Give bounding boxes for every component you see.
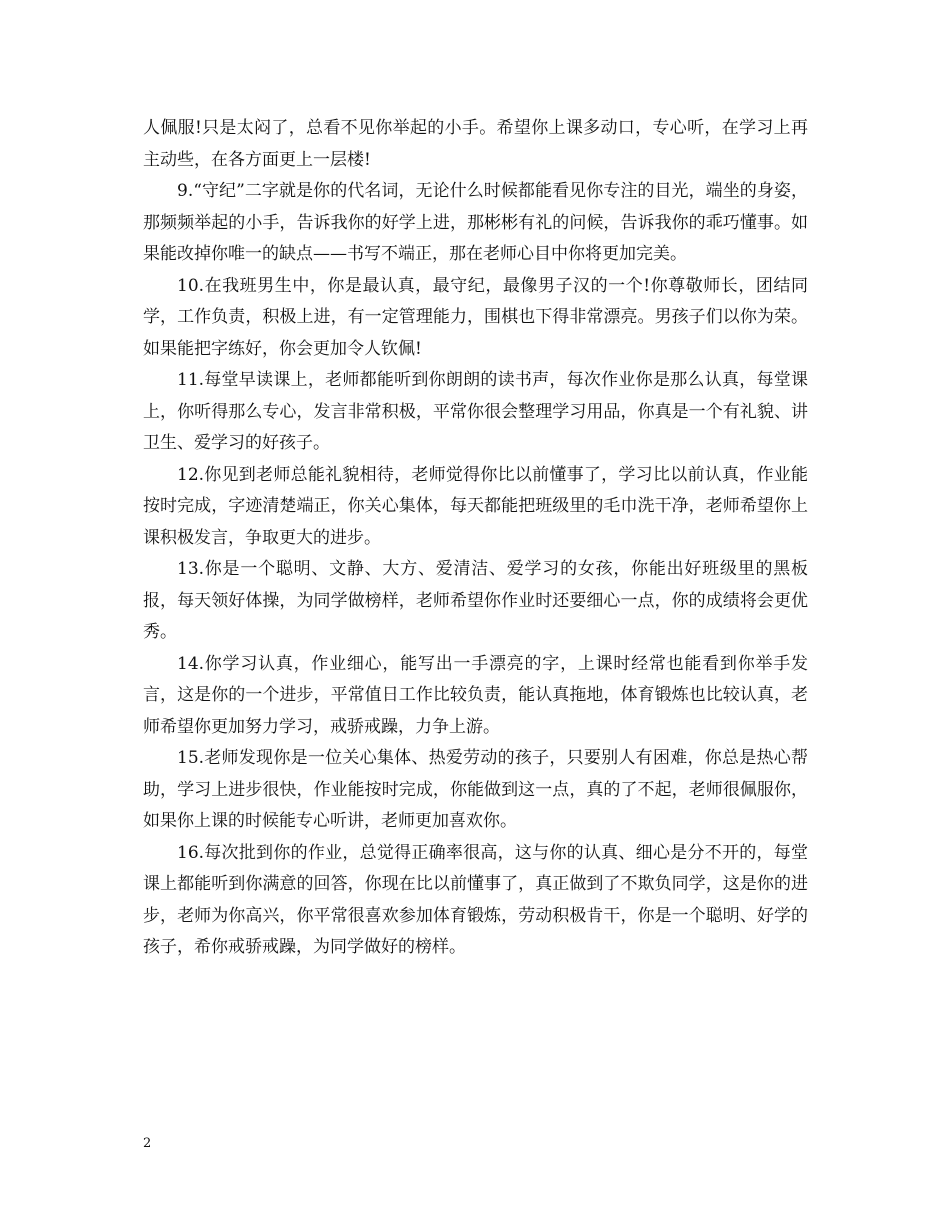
document-body bbox=[143, 113, 808, 964]
paragraph-item-9: 9.“守纪”二字就是你的代名词，无论什么时候都能看见你专注的目光，端坐的身姿，那频频举起的小手，告诉我你的好学上进，那彬彬有礼的问候，告诉我你的乖巧懂事。如果能改掉你唯一的缺点——书写不端正，那在老师心目中你将更加完美。 bbox=[143, 181, 808, 264]
paragraph-continuation: 人佩服!只是太闷了，总看不见你举起的小手。希望你上课多动口，专心听，在学习上再主动些，在各方面更上一层楼! bbox=[143, 118, 808, 170]
paragraph-item-15: 15.老师发现你是一位关心集体、热爱劳动的孩子，只要别人有困难，你总是热心帮助，学习上进步很快，作业能按时完成，你能做到这一点，真的了不起，老师很佩服你，如果你上课的时候能专心听讲，老师更加喜欢你。 bbox=[143, 748, 808, 831]
paragraph-item-13: 13.你是一个聪明、文静、大方、爱清洁、爱学习的女孩，你能出好班级里的黑板报，每天领好体操，为同学做榜样，老师希望你作业时还要细心一点，你的成绩将会更优秀。 bbox=[143, 559, 808, 642]
paragraph-item-14: 14.你学习认真，作业细心，能写出一手漂亮的字，上课时经常也能看到你举手发言，这是你的一个进步，平常值日工作比较负责，能认真拖地，体育锻炼也比较认真，老师希望你更加努力学习，戒骄戒躁，力争上游。 bbox=[143, 653, 808, 737]
paragraph-item-10: 10.在我班男生中，你是最认真，最守纪，最像男子汉的一个!你尊敬师长，团结同学，工作负责，积极上进，有一定管理能力，围棋也下得非常漂亮。男孩子们以你为荣。如果能把字练好，你会更加令人钦佩! bbox=[143, 275, 808, 359]
page-number: 2 bbox=[143, 1136, 152, 1151]
paragraph-item-16: 16.每次批到你的作业，总觉得正确率很高，这与你的认真、细心是分不开的，每堂课上都能听到你满意的回答，你现在比以前懂事了，真正做到了不欺负同学，这是你的进步，老师为你高兴，你平常很喜欢参加体育锻炼，劳动积极肯干，你是一个聪明、好学的孩子，希你戒骄戒躁，为同学做好的榜样。 bbox=[143, 842, 808, 957]
paragraph-item-11: 11.每堂早读课上，老师都能听到你朗朗的读书声，每次作业你是那么认真，每堂课上，你听得那么专心，发言非常积极，平常你很会整理学习用品，你真是一个有礼貌、讲卫生、爱学习的好孩子。 bbox=[143, 370, 808, 453]
paragraph-item-12: 12.你见到老师总能礼貌相待，老师觉得你比以前懂事了，学习比以前认真，作业能按时完成，字迹清楚端正，你关心集体，每天都能把班级里的毛巾洗干净，老师希望你上课积极发言，争取更大的进步。 bbox=[143, 464, 808, 548]
